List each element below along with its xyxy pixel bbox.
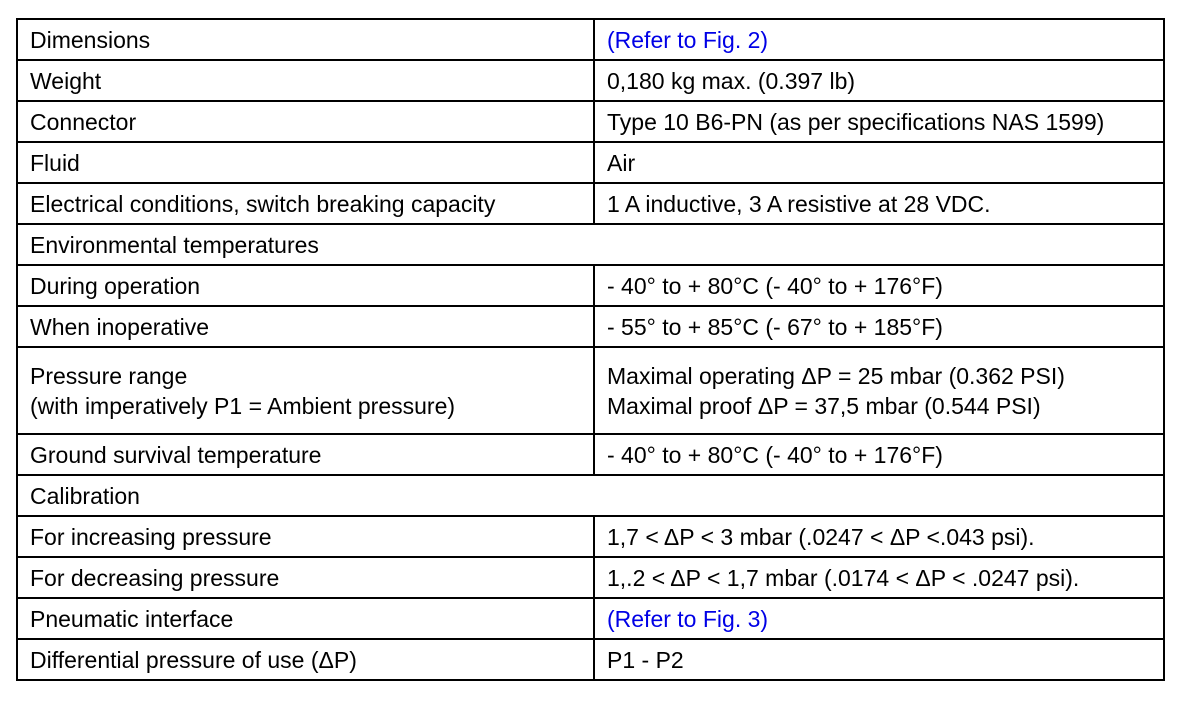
pressure-range-note: (with imperatively P1 = Ambient pressure) bbox=[30, 392, 456, 419]
increasing-pressure-value: 1,7 < ΔP < 3 mbar (.0247 < ΔP <.043 psi). bbox=[594, 516, 1164, 557]
table-row-ground-survival-temperature bbox=[17, 434, 1164, 475]
table-row-calibration bbox=[17, 475, 1164, 516]
table-row-pneumatic-interface bbox=[17, 598, 1164, 639]
weight-label: Weight bbox=[17, 60, 594, 101]
table-row-decreasing-pressure bbox=[17, 557, 1164, 598]
table-row-differential-pressure bbox=[17, 639, 1164, 680]
table-row-environmental-temperatures bbox=[17, 224, 1164, 265]
differential-pressure-value: P1 - P2 bbox=[594, 639, 1164, 680]
ground-survival-temperature-value: - 40° to + 80°C (- 40° to + 176°F) bbox=[594, 434, 1164, 475]
specification-table bbox=[16, 18, 1165, 681]
during-operation-value: - 40° to + 80°C (- 40° to + 176°F) bbox=[594, 265, 1164, 306]
decreasing-pressure-label: For decreasing pressure bbox=[17, 557, 594, 598]
pressure-range-value-cell bbox=[594, 347, 1164, 434]
pneumatic-interface-label: Pneumatic interface bbox=[17, 598, 594, 639]
electrical-conditions-value: 1 A inductive, 3 A resistive at 28 VDC. bbox=[594, 183, 1164, 224]
maximal-proof-value: Maximal proof ΔP = 37,5 mbar (0.544 PSI) bbox=[607, 392, 1041, 419]
dimensions-label: Dimensions bbox=[17, 19, 594, 60]
dimensions-link[interactable]: (Refer to Fig. 2) bbox=[594, 19, 1164, 60]
pneumatic-interface-link[interactable]: (Refer to Fig. 3) bbox=[594, 598, 1164, 639]
calibration-section-header: Calibration bbox=[17, 475, 1164, 516]
specification-table-body bbox=[17, 19, 1164, 680]
table-row-weight bbox=[17, 60, 1164, 101]
when-inoperative-label: When inoperative bbox=[17, 306, 594, 347]
electrical-conditions-label: Electrical conditions, switch breaking capacity bbox=[17, 183, 594, 224]
table-row-fluid bbox=[17, 142, 1164, 183]
environmental-temperatures-section-header: Environmental temperatures bbox=[17, 224, 1164, 265]
when-inoperative-value: - 55° to + 85°C (- 67° to + 185°F) bbox=[594, 306, 1164, 347]
table-row-dimensions bbox=[17, 19, 1164, 60]
maximal-operating-value: Maximal operating ΔP = 25 mbar (0.362 PSI) bbox=[607, 362, 1065, 389]
table-row-when-inoperative bbox=[17, 306, 1164, 347]
table-row-pressure-range bbox=[17, 347, 1164, 434]
increasing-pressure-label: For increasing pressure bbox=[17, 516, 594, 557]
pressure-range-label-cell bbox=[17, 347, 594, 434]
ground-survival-temperature-label: Ground survival temperature bbox=[17, 434, 594, 475]
differential-pressure-label: Differential pressure of use (ΔP) bbox=[17, 639, 594, 680]
fluid-label: Fluid bbox=[17, 142, 594, 183]
table-row-electrical-conditions bbox=[17, 183, 1164, 224]
connector-label: Connector bbox=[17, 101, 594, 142]
pressure-range-label: Pressure range bbox=[30, 362, 188, 389]
table-row-connector bbox=[17, 101, 1164, 142]
decreasing-pressure-value: 1,.2 < ΔP < 1,7 mbar (.0174 < ΔP < .0247 psi). bbox=[594, 557, 1164, 598]
connector-value: Type 10 B6-PN (as per specifications NAS 1599) bbox=[594, 101, 1164, 142]
table-row-during-operation bbox=[17, 265, 1164, 306]
during-operation-label: During operation bbox=[17, 265, 594, 306]
fluid-value: Air bbox=[594, 142, 1164, 183]
table-row-increasing-pressure bbox=[17, 516, 1164, 557]
weight-value: 0,180 kg max. (0.397 lb) bbox=[594, 60, 1164, 101]
